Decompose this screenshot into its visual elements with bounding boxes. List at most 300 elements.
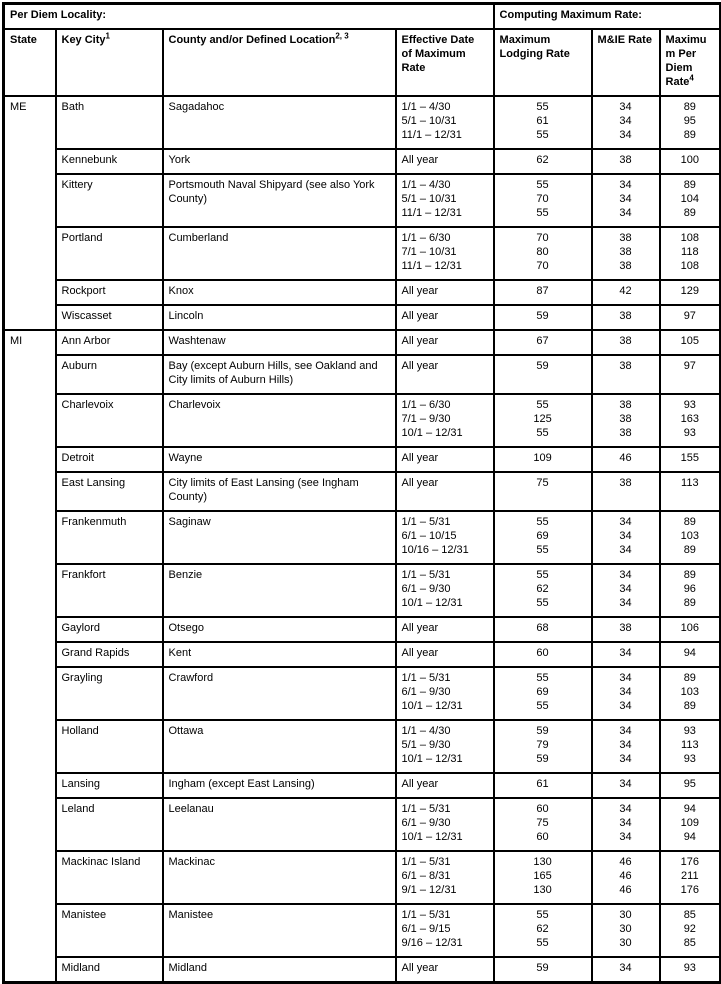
max-per-diem-value: 89 [683, 597, 696, 609]
effective-date-cell [396, 305, 494, 330]
key-city-cell: Charlevoix [56, 394, 163, 447]
county-cell: Benzie [163, 564, 396, 617]
mie-value: 34 [619, 193, 632, 205]
mie-cell [592, 472, 660, 511]
max-per-diem-value: 94 [683, 831, 696, 843]
mie-value: 34 [619, 647, 632, 659]
max-lodging-value: 62 [536, 923, 549, 935]
max-per-diem-value: 113 [681, 739, 699, 751]
max-per-diem-value: 96 [683, 583, 696, 595]
table-row [4, 511, 721, 564]
max-per-diem-value: 176 [680, 856, 699, 868]
effective-date-value: All year [401, 335, 439, 347]
max-lodging-value: 70 [536, 260, 549, 272]
max-per-diem-value: 89 [683, 569, 696, 581]
mie-value: 38 [619, 477, 632, 489]
table-row [4, 330, 721, 355]
max-lodging-value: 55 [536, 427, 549, 439]
max-lodging-value: 60 [536, 831, 549, 843]
effective-date-value: 1/1 – 6/30 [401, 232, 451, 244]
mie-value: 30 [619, 909, 632, 921]
county-cell: Charlevoix [163, 394, 396, 447]
key-city-cell: Wiscasset [56, 305, 163, 330]
column-header-max-lodging: Maximum Lodging Rate [494, 29, 592, 96]
table-body [4, 96, 721, 983]
mie-cell [592, 149, 660, 174]
max-lodging-value: 55 [536, 544, 549, 556]
max-per-diem-value: 108 [680, 232, 699, 244]
max-per-diem-value: 93 [683, 725, 696, 737]
max-lodging-value: 62 [536, 583, 549, 595]
key-city-cell: Portland [56, 227, 163, 280]
max-per-diem-value: 97 [683, 310, 696, 322]
table-row [4, 773, 721, 798]
mie-value: 30 [619, 937, 632, 949]
max-per-diem-value: 155 [680, 452, 699, 464]
table-row [4, 394, 721, 447]
effective-date-value: 1/1 – 4/30 [401, 179, 451, 191]
max-lodging-value: 61 [536, 115, 549, 127]
effective-date-value: All year [401, 452, 439, 464]
max-lodging-value: 109 [533, 452, 552, 464]
max-lodging-value: 80 [536, 246, 549, 258]
mie-value: 46 [619, 870, 632, 882]
mie-value: 34 [619, 700, 632, 712]
max-per-diem-value: 93 [683, 399, 696, 411]
mie-value: 38 [619, 413, 632, 425]
mie-value: 34 [619, 686, 632, 698]
max-lodging-value: 68 [536, 622, 549, 634]
key-city-cell: Lansing [56, 773, 163, 798]
effective-date-cell [396, 96, 494, 149]
table-row [4, 798, 721, 851]
per-diem-locality-header: Per Diem Locality: [4, 4, 494, 30]
mie-cell [592, 280, 660, 305]
mie-cell [592, 851, 660, 904]
column-header-effective-date: Effective Date of Maximum Rate [396, 29, 494, 96]
max-lodging-cell [494, 642, 592, 667]
mie-cell [592, 96, 660, 149]
effective-date-cell [396, 798, 494, 851]
max-lodging-value: 59 [536, 310, 549, 322]
effective-date-value: 6/1 – 9/30 [401, 583, 451, 595]
max-per-diem-value: 108 [680, 260, 699, 272]
table-row [4, 280, 721, 305]
mie-cell [592, 447, 660, 472]
mie-value: 34 [619, 831, 632, 843]
max-lodging-value: 130 [533, 884, 552, 896]
max-per-diem-value: 109 [680, 817, 699, 829]
max-per-diem-cell [660, 773, 721, 798]
effective-date-value: 10/1 – 12/31 [401, 597, 463, 609]
max-per-diem-cell [660, 904, 721, 957]
max-per-diem-value: 92 [683, 923, 696, 935]
effective-date-value: All year [401, 360, 439, 372]
max-per-diem-value: 94 [683, 803, 696, 815]
max-per-diem-cell [660, 330, 721, 355]
effective-date-value: 7/1 – 9/30 [401, 413, 451, 425]
county-cell: Lincoln [163, 305, 396, 330]
effective-date-value: 6/1 – 9/30 [401, 686, 451, 698]
county-cell: Kent [163, 642, 396, 667]
effective-date-value: All year [401, 285, 439, 297]
key-city-cell: Auburn [56, 355, 163, 394]
effective-date-value: 5/1 – 10/31 [401, 115, 457, 127]
max-lodging-value: 69 [536, 686, 549, 698]
effective-date-value: All year [401, 778, 439, 790]
table-row [4, 720, 721, 773]
mie-value: 46 [619, 452, 632, 464]
mie-cell [592, 617, 660, 642]
mie-value: 34 [619, 569, 632, 581]
max-per-diem-cell [660, 798, 721, 851]
table-row [4, 642, 721, 667]
max-per-diem-value: 95 [683, 115, 696, 127]
max-lodging-value: 55 [536, 937, 549, 949]
mie-value: 38 [619, 154, 632, 166]
max-per-diem-cell [660, 511, 721, 564]
table-row [4, 851, 721, 904]
effective-date-value: 11/1 – 12/31 [401, 260, 462, 272]
effective-date-cell [396, 851, 494, 904]
max-per-diem-cell [660, 355, 721, 394]
max-lodging-cell [494, 227, 592, 280]
effective-date-cell [396, 564, 494, 617]
max-per-diem-value: 113 [681, 477, 699, 489]
max-per-diem-value: 106 [680, 622, 699, 634]
table-row [4, 564, 721, 617]
mie-value: 34 [619, 530, 632, 542]
max-per-diem-value: 85 [683, 937, 696, 949]
effective-date-cell [396, 355, 494, 394]
max-per-diem-value: 129 [680, 285, 699, 297]
mie-cell [592, 904, 660, 957]
mie-cell [592, 564, 660, 617]
max-per-diem-value: 103 [680, 686, 699, 698]
column-header-county [163, 29, 396, 96]
county-cell: Knox [163, 280, 396, 305]
max-per-diem-value: 89 [683, 672, 696, 684]
table-row [4, 174, 721, 227]
county-cell: Crawford [163, 667, 396, 720]
key-city-cell: Holland [56, 720, 163, 773]
max-lodging-value: 62 [536, 154, 549, 166]
mie-value: 42 [619, 285, 632, 297]
max-lodging-cell [494, 564, 592, 617]
max-per-diem-cell [660, 227, 721, 280]
effective-date-value: 6/1 – 8/31 [401, 870, 451, 882]
key-city-cell: Detroit [56, 447, 163, 472]
max-lodging-value: 79 [536, 739, 549, 751]
max-per-diem-cell [660, 851, 721, 904]
effective-date-value: 6/1 – 9/15 [401, 923, 451, 935]
mie-cell [592, 511, 660, 564]
effective-date-value: 1/1 – 4/30 [401, 101, 451, 113]
max-lodging-value: 70 [536, 193, 549, 205]
max-lodging-value: 130 [533, 856, 552, 868]
table-row [4, 305, 721, 330]
effective-date-cell [396, 957, 494, 983]
effective-date-value: 10/1 – 12/31 [401, 831, 463, 843]
effective-date-cell [396, 642, 494, 667]
effective-date-value: 10/16 – 12/31 [401, 544, 469, 556]
effective-date-value: 9/1 – 12/31 [401, 884, 457, 896]
max-per-diem-cell [660, 642, 721, 667]
effective-date-value: 1/1 – 4/30 [401, 725, 451, 737]
county-cell: City limits of East Lansing (see Ingham County) [163, 472, 396, 511]
key-city-label: Key City [61, 34, 106, 46]
max-lodging-value: 55 [536, 207, 549, 219]
county-cell: Wayne [163, 447, 396, 472]
max-per-diem-footnote: 4 [689, 73, 694, 83]
max-per-diem-value: 100 [680, 154, 699, 166]
table-row [4, 957, 721, 983]
max-lodging-value: 59 [536, 962, 549, 974]
mie-cell [592, 773, 660, 798]
max-lodging-cell [494, 667, 592, 720]
county-cell: York [163, 149, 396, 174]
county-cell: Leelanau [163, 798, 396, 851]
table-row [4, 617, 721, 642]
table-header [4, 4, 721, 97]
county-cell: Sagadahoc [163, 96, 396, 149]
mie-value: 38 [619, 622, 632, 634]
max-per-diem-cell [660, 957, 721, 983]
max-lodging-cell [494, 773, 592, 798]
column-header-state: State [4, 29, 56, 96]
max-lodging-value: 60 [536, 803, 549, 815]
key-city-cell: Manistee [56, 904, 163, 957]
max-per-diem-cell [660, 447, 721, 472]
mie-value: 34 [619, 516, 632, 528]
effective-date-value: 5/1 – 10/31 [401, 193, 457, 205]
mie-value: 34 [619, 179, 632, 191]
effective-date-cell [396, 280, 494, 305]
county-footnote: 2, 3 [335, 31, 349, 41]
mie-value: 30 [619, 923, 632, 935]
max-lodging-value: 55 [536, 129, 549, 141]
key-city-cell: Frankfort [56, 564, 163, 617]
county-cell: Ottawa [163, 720, 396, 773]
max-per-diem-value: 89 [683, 129, 696, 141]
max-lodging-cell [494, 394, 592, 447]
county-cell: Mackinac [163, 851, 396, 904]
max-per-diem-value: 211 [681, 870, 699, 882]
mie-value: 38 [619, 232, 632, 244]
computing-max-rate-header: Computing Maximum Rate: [494, 4, 721, 30]
effective-date-cell [396, 720, 494, 773]
mie-value: 38 [619, 360, 632, 372]
effective-date-value: 6/1 – 9/30 [401, 817, 451, 829]
mie-cell [592, 394, 660, 447]
mie-cell [592, 798, 660, 851]
max-per-diem-cell [660, 720, 721, 773]
mie-value: 34 [619, 778, 632, 790]
mie-cell [592, 720, 660, 773]
max-per-diem-value: 176 [680, 884, 699, 896]
effective-date-cell [396, 394, 494, 447]
effective-date-cell [396, 472, 494, 511]
effective-date-cell [396, 617, 494, 642]
state-cell: ME [4, 96, 56, 330]
effective-date-cell [396, 330, 494, 355]
mie-cell [592, 227, 660, 280]
max-per-diem-value: 95 [683, 778, 696, 790]
effective-date-cell [396, 904, 494, 957]
effective-date-value: All year [401, 647, 439, 659]
max-lodging-cell [494, 798, 592, 851]
effective-date-value: All year [401, 477, 439, 489]
max-per-diem-cell [660, 280, 721, 305]
max-lodging-cell [494, 511, 592, 564]
key-city-cell: Grayling [56, 667, 163, 720]
max-per-diem-value: 89 [683, 544, 696, 556]
column-header-key-city [56, 29, 163, 96]
effective-date-value: 1/1 – 5/31 [401, 516, 451, 528]
max-lodging-cell [494, 355, 592, 394]
max-per-diem-cell [660, 394, 721, 447]
county-cell: Ingham (except East Lansing) [163, 773, 396, 798]
max-per-diem-cell [660, 149, 721, 174]
column-header-mie: M&IE Rate [592, 29, 660, 96]
key-city-cell: Rockport [56, 280, 163, 305]
max-lodging-cell [494, 957, 592, 983]
table-row [4, 96, 721, 149]
max-per-diem-value: 89 [683, 207, 696, 219]
max-lodging-value: 55 [536, 597, 549, 609]
effective-date-cell [396, 667, 494, 720]
key-city-cell: Leland [56, 798, 163, 851]
effective-date-cell [396, 174, 494, 227]
mie-value: 34 [619, 739, 632, 751]
max-lodging-cell [494, 720, 592, 773]
max-lodging-cell [494, 96, 592, 149]
mie-value: 34 [619, 725, 632, 737]
table-row [4, 472, 721, 511]
effective-date-value: 11/1 – 12/31 [401, 207, 462, 219]
max-per-diem-value: 97 [683, 360, 696, 372]
mie-value: 34 [619, 101, 632, 113]
key-city-cell: Kittery [56, 174, 163, 227]
effective-date-value: 5/1 – 9/30 [401, 739, 451, 751]
county-cell: Portsmouth Naval Shipyard (see also York County) [163, 174, 396, 227]
max-per-diem-value: 89 [683, 179, 696, 191]
max-per-diem-cell [660, 667, 721, 720]
max-per-diem-cell [660, 564, 721, 617]
effective-date-value: All year [401, 310, 439, 322]
effective-date-cell [396, 227, 494, 280]
effective-date-cell [396, 511, 494, 564]
key-city-cell: Frankenmuth [56, 511, 163, 564]
max-lodging-cell [494, 174, 592, 227]
table-row [4, 447, 721, 472]
effective-date-value: 1/1 – 5/31 [401, 856, 451, 868]
mie-value: 38 [619, 427, 632, 439]
table-row [4, 667, 721, 720]
mie-value: 38 [619, 310, 632, 322]
max-per-diem-value: 94 [683, 647, 696, 659]
effective-date-value: 9/16 – 12/31 [401, 937, 463, 949]
max-lodging-value: 59 [536, 725, 549, 737]
max-per-diem-value: 85 [683, 909, 696, 921]
max-lodging-value: 59 [536, 360, 549, 372]
max-per-diem-value: 89 [683, 700, 696, 712]
county-cell: Washtenaw [163, 330, 396, 355]
effective-date-value: 10/1 – 12/31 [401, 427, 463, 439]
effective-date-cell [396, 149, 494, 174]
max-lodging-value: 60 [536, 647, 549, 659]
max-per-diem-value: 104 [680, 193, 699, 205]
county-cell: Midland [163, 957, 396, 983]
max-lodging-value: 67 [536, 335, 549, 347]
mie-value: 34 [619, 597, 632, 609]
max-lodging-value: 55 [536, 569, 549, 581]
max-lodging-value: 55 [536, 516, 549, 528]
mie-value: 34 [619, 672, 632, 684]
max-lodging-value: 55 [536, 909, 549, 921]
county-cell: Saginaw [163, 511, 396, 564]
effective-date-value: 7/1 – 10/31 [401, 246, 457, 258]
county-cell: Otsego [163, 617, 396, 642]
mie-value: 38 [619, 335, 632, 347]
key-city-cell: Kennebunk [56, 149, 163, 174]
max-lodging-value: 70 [536, 232, 549, 244]
effective-date-value: All year [401, 962, 439, 974]
max-per-diem-cell [660, 174, 721, 227]
max-per-diem-cell [660, 96, 721, 149]
key-city-cell: East Lansing [56, 472, 163, 511]
max-lodging-cell [494, 447, 592, 472]
max-lodging-value: 75 [536, 817, 549, 829]
max-lodging-value: 165 [533, 870, 552, 882]
max-lodging-cell [494, 330, 592, 355]
max-per-diem-value: 93 [683, 962, 696, 974]
mie-cell [592, 355, 660, 394]
mie-cell [592, 667, 660, 720]
effective-date-value: 6/1 – 10/15 [401, 530, 457, 542]
county-cell: Manistee [163, 904, 396, 957]
mie-value: 34 [619, 753, 632, 765]
max-lodging-value: 75 [536, 477, 549, 489]
max-per-diem-label: Maximum Per Diem Rate [665, 34, 707, 88]
effective-date-value: 1/1 – 5/31 [401, 672, 451, 684]
mie-value: 34 [619, 115, 632, 127]
max-per-diem-value: 118 [681, 246, 699, 258]
max-lodging-cell [494, 851, 592, 904]
mie-value: 38 [619, 399, 632, 411]
mie-value: 46 [619, 884, 632, 896]
max-lodging-value: 55 [536, 700, 549, 712]
max-per-diem-value: 89 [683, 516, 696, 528]
county-cell: Bay (except Auburn Hills, see Oakland and City limits of Auburn Hills) [163, 355, 396, 394]
max-lodging-value: 69 [536, 530, 549, 542]
max-lodging-cell [494, 617, 592, 642]
max-lodging-value: 59 [536, 753, 549, 765]
mie-cell [592, 957, 660, 983]
state-cell: MI [4, 330, 56, 983]
mie-value: 34 [619, 544, 632, 556]
mie-value: 34 [619, 962, 632, 974]
max-lodging-value: 55 [536, 101, 549, 113]
max-lodging-cell [494, 904, 592, 957]
max-per-diem-value: 89 [683, 101, 696, 113]
max-per-diem-value: 103 [680, 530, 699, 542]
effective-date-value: 10/1 – 12/31 [401, 753, 463, 765]
mie-cell [592, 642, 660, 667]
table-row [4, 904, 721, 957]
mie-value: 34 [619, 129, 632, 141]
mie-value: 38 [619, 246, 632, 258]
